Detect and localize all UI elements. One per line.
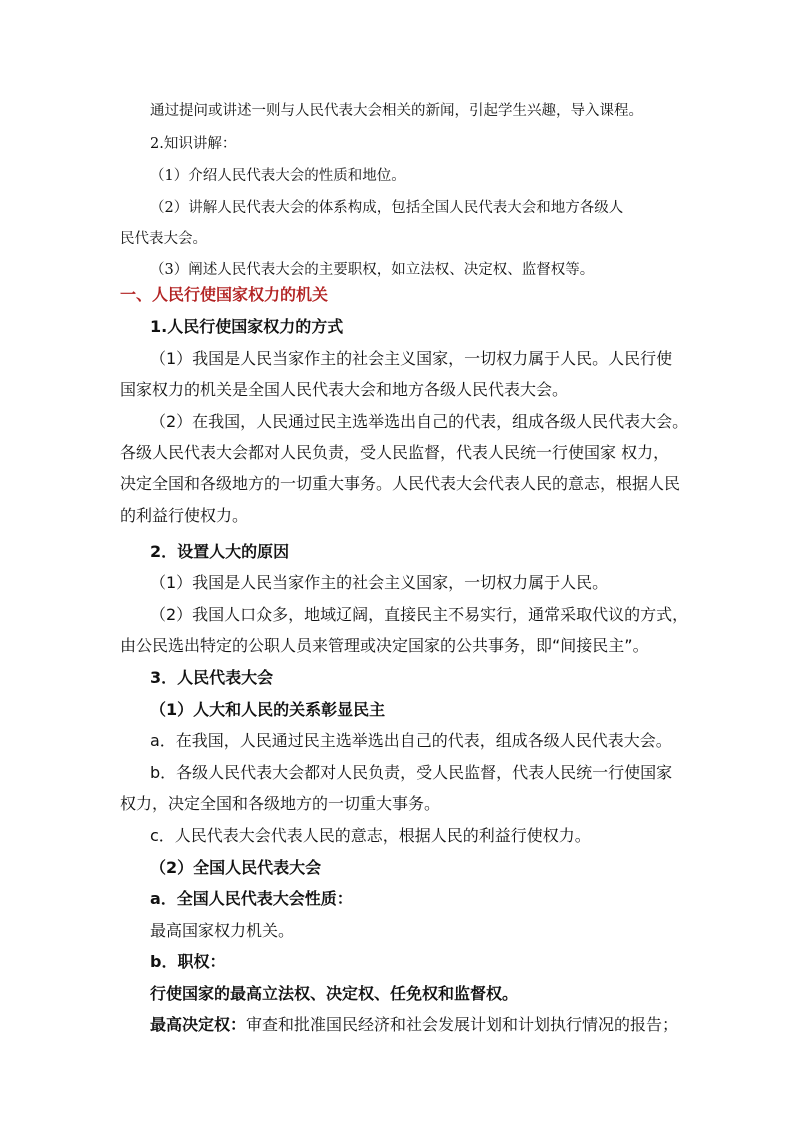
step-item: （2）讲解人民代表大会的体系构成，包括全国人民代表大会和地方各级人 <box>150 200 624 216</box>
list-item-continuation: 权力，决定全国和各级地方的一切重大事务。 <box>120 794 441 813</box>
step-item: （1）介绍人民代表大会的性质和地位。 <box>150 168 406 184</box>
term-definition: 审查和批准国民经济和社会发展计划和计划执行情况的报告； <box>246 1015 679 1034</box>
paragraph-line: 最高国家权力机关。 <box>150 921 295 940</box>
paragraph-line: 决定全国和各级地方的一切重大事务。人民代表大会代表人民的意志，根据人民 <box>120 474 681 493</box>
item-heading: a．全国人民代表大会性质： <box>150 889 353 908</box>
intro-text: 通过提问或讲述一则与人民代表大会相关的新闻，引起学生兴趣，导入课程。 <box>150 103 643 119</box>
step-item-continuation: 民代表大会。 <box>120 231 207 247</box>
list-item: c．人民代表大会代表人民的意志，根据人民的利益行使权力。 <box>150 826 591 845</box>
list-item: a．在我国，人民通过民主选举选出自己的代表，组成各级人民代表大会。 <box>150 731 672 750</box>
subsection-heading: 1.人民行使国家权力的方式 <box>150 317 344 336</box>
step-item: （3）阐述人民代表大会的主要职权，如立法权、决定权、监督权等。 <box>150 262 595 278</box>
paragraph-line: 由公民选出特定的公职人员来管理或决定国家的公共事务，即“间接民主”。 <box>120 636 649 655</box>
subsection-heading: 2．设置人大的原因 <box>150 542 290 561</box>
paragraph-line: （1）我国是人民当家作主的社会主义国家，一切权力属于人民。 <box>150 573 609 592</box>
step-heading: 2.知识讲解： <box>150 136 237 152</box>
section-heading: 一、人民行使国家权力的机关 <box>120 285 329 304</box>
paragraph-line: 的利益行使权力。 <box>120 506 249 525</box>
term-label: 最高决定权： <box>150 1015 247 1034</box>
paragraph-line: （2）在我国，人民通过民主选举选出自己的代表，组成各级人民代表大会。 <box>150 412 689 431</box>
paragraph-line <box>150 1015 678 1035</box>
paragraph-line: 各级人民代表大会都对人民负责，受人民监督，代表人民统一行使国家 权力， <box>120 443 670 462</box>
item-heading: b．职权： <box>150 952 226 971</box>
paragraph-line: （1）我国是人民当家作主的社会主义国家，一切权力属于人民。人民行使 <box>150 349 673 368</box>
sub-subsection-heading: （1）人大和人民的关系彰显民主 <box>150 700 386 719</box>
paragraph-line: （2）我国人口众多，地域辽阔，直接民主不易实行，通常采取代议的方式， <box>150 605 689 624</box>
subsection-heading: 3．人民代表大会 <box>150 668 274 687</box>
bold-statement: 行使国家的最高立法权、决定权、任免权和监督权。 <box>150 984 519 1003</box>
list-item: b．各级人民代表大会都对人民负责，受人民监督，代表人民统一行使国家 <box>150 763 673 782</box>
paragraph-line: 国家权力的机关是全国人民代表大会和地方各级人民代表大会。 <box>120 380 569 399</box>
sub-subsection-heading: （2）全国人民代表大会 <box>150 858 322 877</box>
